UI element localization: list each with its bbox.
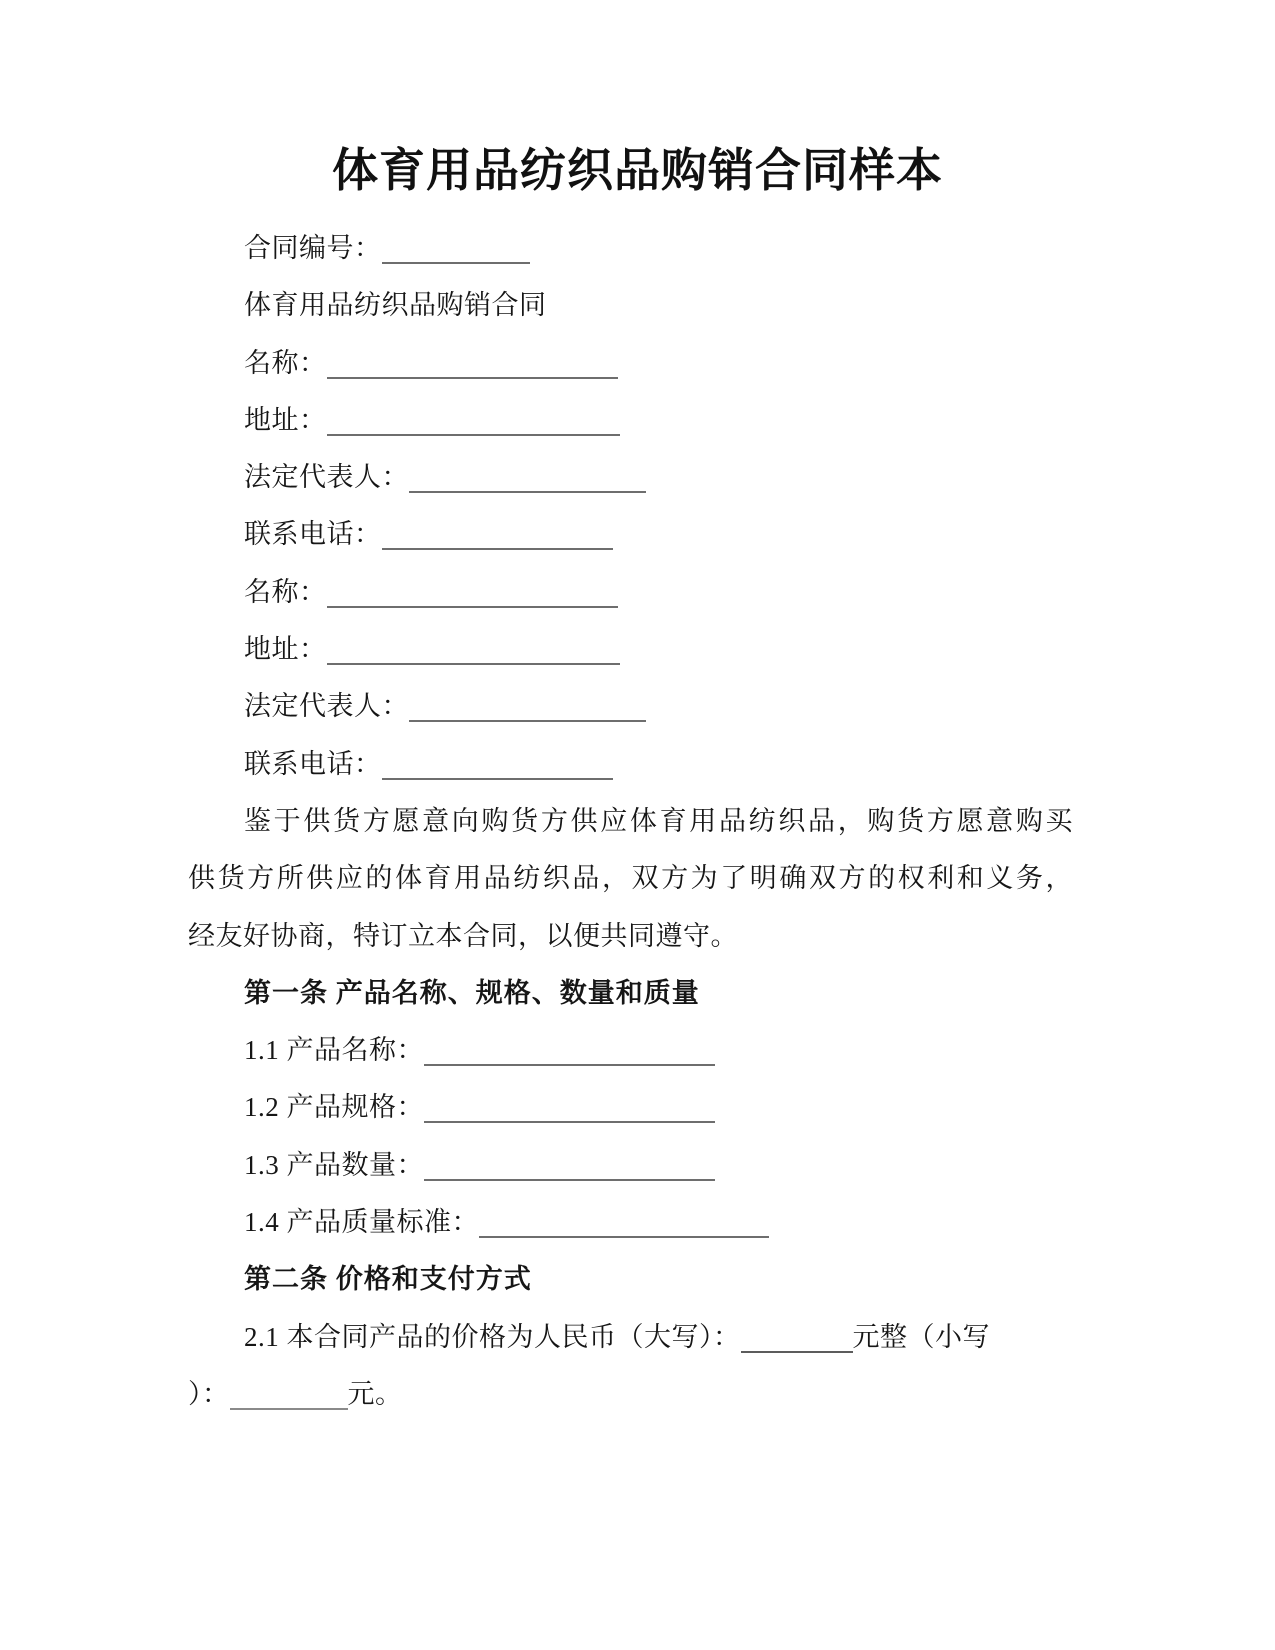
field-row-contract-number xyxy=(188,220,1073,277)
field-label: 联系电话： xyxy=(244,748,382,779)
section-2-heading: 第二条 价格和支付方式 xyxy=(244,1264,532,1295)
field-label: 名称： xyxy=(244,576,327,607)
clause-label: 1.3 产品数量： xyxy=(244,1149,424,1180)
document-title: 体育用品纺织品购销合同样本 xyxy=(332,145,943,196)
field-label: 联系电话： xyxy=(244,519,382,550)
clause-row-1-3 xyxy=(188,1137,1073,1194)
section-1-heading: 第一条 产品名称、规格、数量和质量 xyxy=(244,977,700,1008)
field-row-name-1 xyxy=(188,335,1073,392)
clause-text: 2.1 本合同产品的价格为人民币（大写）： xyxy=(244,1321,741,1352)
clause-text: 元。 xyxy=(347,1378,403,1409)
fill-in-blank xyxy=(409,466,646,493)
preamble-line-2: 供货方所供应的体育用品纺织品，双方为了明确双方的权利和义务， xyxy=(188,863,1073,894)
clause-row-1-1 xyxy=(188,1022,1073,1079)
clause-label: 1.1 产品名称： xyxy=(244,1035,424,1066)
fill-in-blank xyxy=(327,638,620,665)
fill-in-blank xyxy=(479,1211,769,1238)
fill-in-blank xyxy=(424,1096,715,1123)
document-body xyxy=(188,220,1073,1423)
field-label: 法定代表人： xyxy=(244,691,409,722)
fill-in-blank xyxy=(382,523,613,550)
field-label: 名称： xyxy=(244,347,327,378)
preamble-line-3: 经友好协商，特订立本合同，以便共同遵守。 xyxy=(188,920,738,951)
fill-in-blank xyxy=(424,1154,715,1181)
preamble-line-1: 鉴于供货方愿意向购货方供应体育用品纺织品，购货方愿意购买 xyxy=(244,805,1073,836)
field-row-legal-rep-2 xyxy=(188,678,1073,735)
field-row-address-2 xyxy=(188,621,1073,678)
fill-in-blank xyxy=(741,1326,853,1353)
fill-in-blank xyxy=(230,1383,348,1410)
field-label: 法定代表人： xyxy=(244,462,409,493)
fill-in-blank xyxy=(382,753,613,780)
fill-in-blank xyxy=(409,695,646,722)
field-row-name-2 xyxy=(188,564,1073,621)
fill-in-blank xyxy=(382,237,530,264)
subtitle-text: 体育用品纺织品购销合同 xyxy=(244,290,547,321)
fill-in-blank xyxy=(327,409,620,436)
clause-row-1-2 xyxy=(188,1079,1073,1136)
fill-in-blank xyxy=(327,352,618,379)
field-label: 地址： xyxy=(244,634,327,665)
field-row-legal-rep-1 xyxy=(188,449,1073,506)
clause-row-2-1-wrap xyxy=(188,1366,1073,1423)
clause-label: 1.4 产品质量标准： xyxy=(244,1207,479,1238)
fill-in-blank xyxy=(327,581,618,608)
clause-text: ）： xyxy=(188,1378,230,1409)
clause-text: 元整（小写 xyxy=(852,1321,990,1352)
field-label: 合同编号： xyxy=(244,233,382,263)
field-row-phone-2 xyxy=(188,736,1073,793)
clause-label: 1.2 产品规格： xyxy=(244,1092,424,1123)
field-row-phone-1 xyxy=(188,506,1073,563)
field-row-address-1 xyxy=(188,392,1073,449)
field-label: 地址： xyxy=(244,404,327,435)
clause-row-2-1 xyxy=(188,1309,1073,1366)
document-subtitle xyxy=(188,277,1073,334)
clause-row-1-4 xyxy=(188,1194,1073,1251)
fill-in-blank xyxy=(424,1039,715,1066)
